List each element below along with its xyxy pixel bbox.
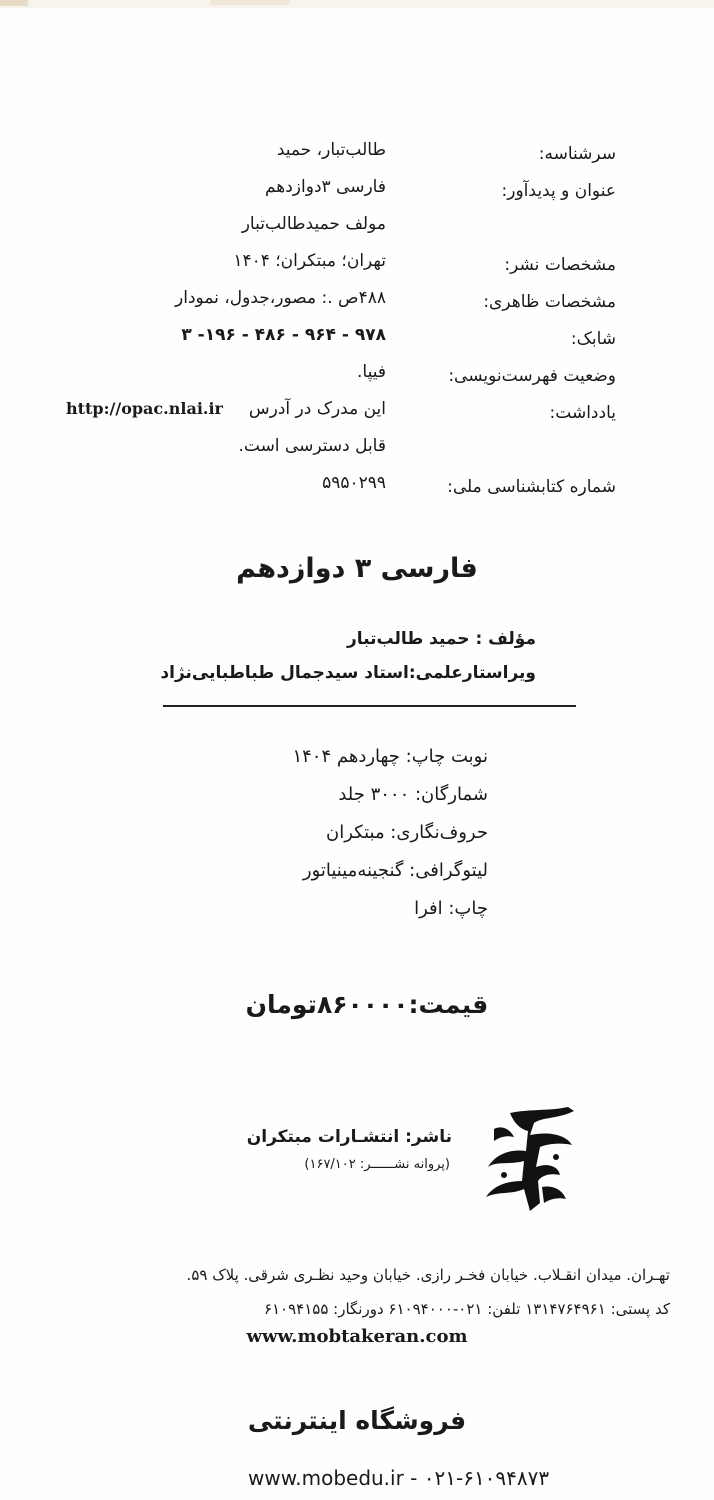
cip-row	[60, 434, 616, 471]
cip-label: شابک:	[570, 329, 616, 349]
page-top-edge	[0, 0, 714, 8]
cip-row	[60, 286, 616, 323]
cip-row	[60, 360, 616, 397]
isbn-value: ۹۷۸ - ۹۶۴ - ۴۸۶ - ۱۹۶- ۳	[181, 325, 386, 345]
edge-mark	[210, 0, 290, 5]
book-title: فارسی ۳ دوازدهم	[236, 553, 478, 584]
cip-label: یادداشت:	[549, 403, 616, 423]
shop-contact[interactable]: www.mobedu.ir - ۰۲۱-۶۱۰۹۴۸۷۳	[248, 1466, 550, 1490]
cip-value: ۴۸۸ص .: مصور،جدول، نمودار	[175, 288, 386, 308]
editor-line: ویراستارعلمی:استاد سیدجمال طباطبایی‌نژاد	[160, 663, 536, 683]
edition-line: نوبت چاپ: چهاردهم ۱۴۰۴	[292, 746, 488, 767]
cip-value: قابل دسترسی است.	[238, 436, 386, 456]
cip-row	[60, 471, 616, 508]
author-line: مؤلف : حمید طالب‌تبار	[346, 629, 536, 649]
cip-label: شماره کتابشناسی ملی:	[447, 477, 616, 497]
cip-value: تهران؛ مبتکران؛ ۱۴۰۴	[233, 251, 386, 271]
shop-title: فروشگاه اینترنتی	[247, 1406, 467, 1435]
cip-value: طالب‌تبار، حمید	[276, 140, 386, 160]
cip-block	[60, 138, 616, 508]
website-link[interactable]: www.mobtakeran.com	[246, 1326, 468, 1347]
cip-label: عنوان و پدیدآور:	[501, 181, 616, 201]
address-line: تهـران. میدان انقـلاب. خیابان فخـر رازی. خیابان وحید نظـری شرقی. پلاک ۵۹.	[186, 1266, 670, 1284]
typesetting-line: حروف‌نگاری: مبتکران	[325, 822, 488, 843]
publisher-name: ناشر: انتشـارات مبتکران	[246, 1127, 452, 1147]
cip-row	[60, 397, 616, 434]
cip-row	[60, 249, 616, 286]
cip-label: مشخصات ظاهری:	[483, 292, 616, 312]
price: قیمت:۸۶۰۰۰۰تومان	[245, 990, 489, 1019]
opac-link[interactable]: http://opac.nlai.ir	[66, 399, 223, 418]
circulation-line: شمارگان: ۳۰۰۰ جلد	[338, 784, 488, 805]
cip-value: فیپا.	[357, 362, 386, 382]
edge-mark	[0, 0, 28, 6]
cip-value: این مدرک در آدرس	[248, 399, 386, 419]
print-info	[292, 738, 488, 928]
printing-line: چاپ: افرا	[414, 898, 488, 919]
address-block	[187, 1258, 670, 1326]
cip-label: وضعیت فهرست‌نویسی:	[448, 366, 616, 386]
credits	[160, 622, 536, 690]
cip-row	[60, 175, 616, 212]
cip-row	[60, 212, 616, 249]
phone-line: کد پستی: ۱۳۱۴۷۶۴۹۶۱ تلفن: ۰۲۱-۶۱۰۹۴۰۰۰ دورنگار: ۶۱۰۹۴۱۵۵	[263, 1300, 670, 1318]
publisher-license: (پروانه نشــــــر: ۱۶۷/۱۰۲)	[304, 1157, 450, 1172]
divider	[163, 705, 576, 707]
cip-row	[60, 138, 616, 175]
cip-value: فارسی ۳دوازدهم	[264, 177, 386, 197]
cip-value: ۵۹۵۰۲۹۹	[322, 473, 386, 493]
lithography-line: لیتوگرافی: گنجینه‌مینیاتور	[302, 860, 488, 881]
cip-label: سرشناسه:	[538, 144, 616, 164]
cip-label: مشخصات نشر:	[504, 255, 616, 275]
mobtakeran-logo-icon	[480, 1105, 580, 1215]
cip-value: مولف حمیدطالب‌تبار	[241, 214, 386, 234]
publisher-block	[247, 1127, 452, 1172]
cip-row	[60, 323, 616, 360]
